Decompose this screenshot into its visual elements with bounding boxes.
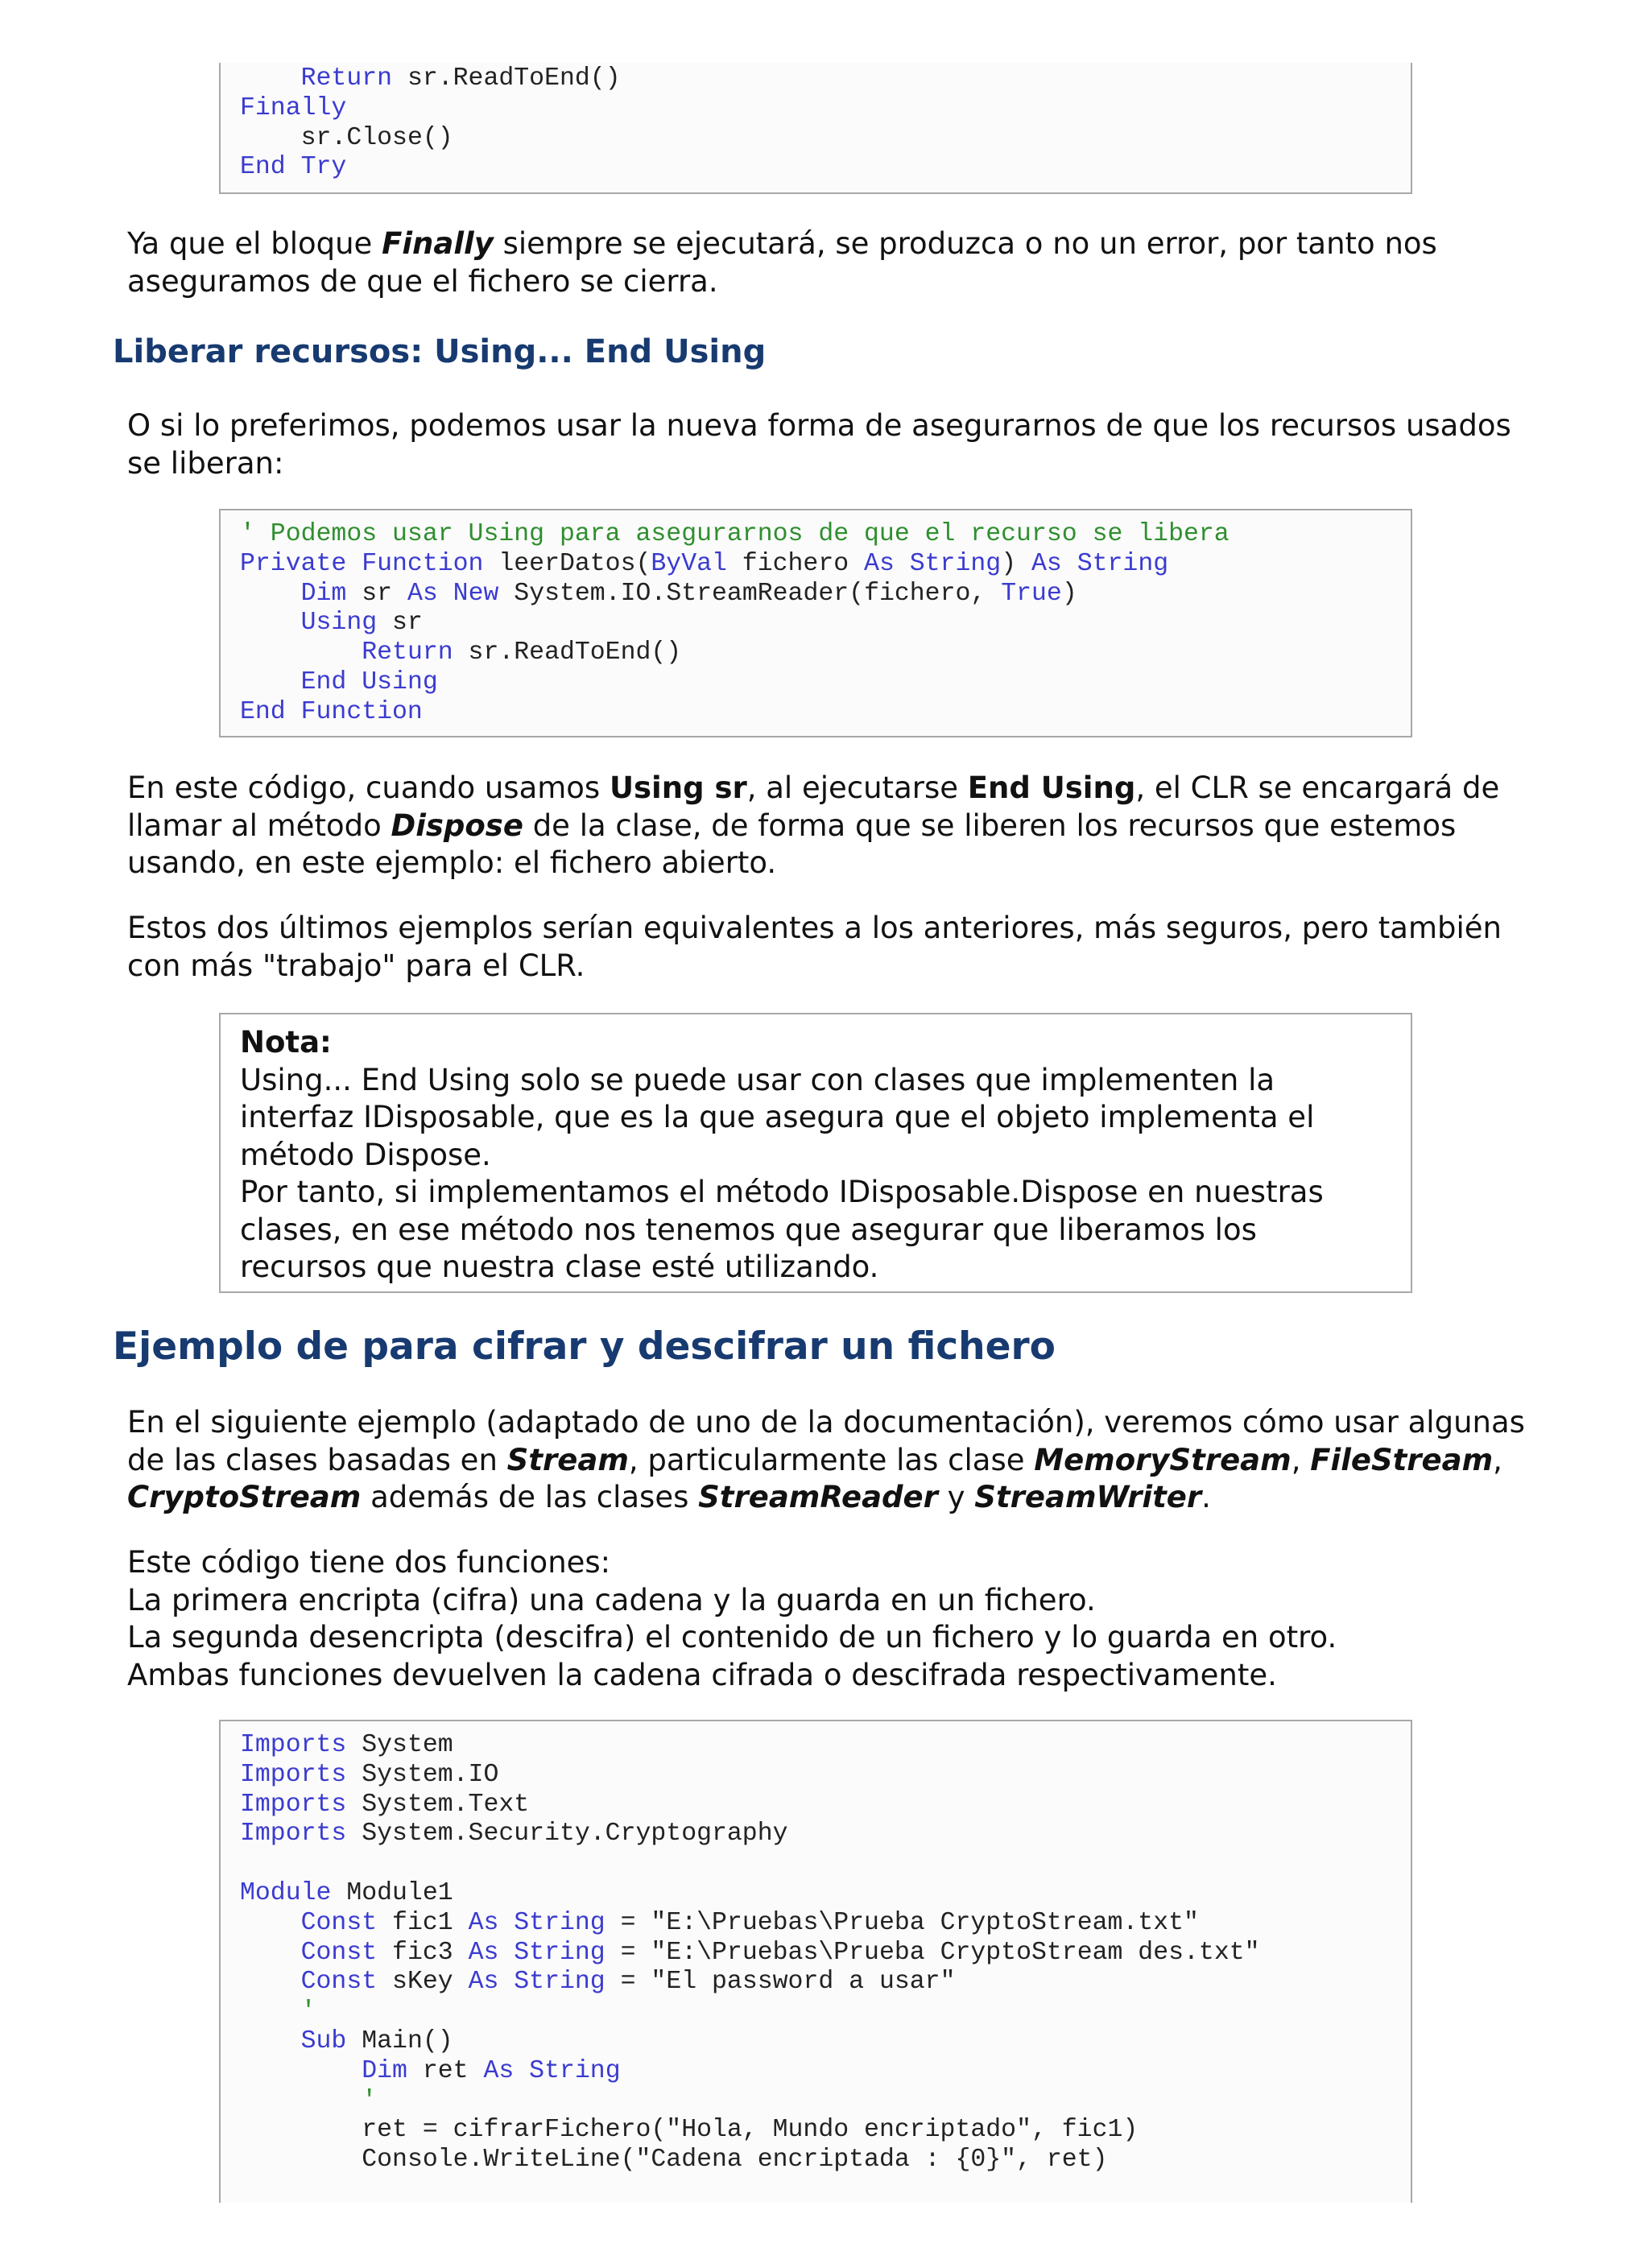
note-box: [219, 1013, 1412, 1293]
code-block-using: [219, 509, 1412, 737]
code-line: End Try: [240, 153, 347, 182]
code-line: ': [300, 1997, 316, 2026]
section-heading-cifrar: Ejemplo de para cifrar y descifrar un fichero: [113, 1324, 1056, 1369]
code-line: Imports System.Security.Cryptography: [240, 1820, 788, 1849]
code-line: Module Module1: [240, 1878, 453, 1907]
note-title: Nota:: [240, 1025, 332, 1060]
code-line: Sub Main(): [300, 2026, 453, 2055]
code-line: Using sr: [300, 609, 423, 638]
paragraph-using-intro: O si lo preferimos, podemos usar la nueva forma de asegurarnos de que los recursos usados se liberan:: [127, 408, 1511, 481]
paragraph-equivalence: Estos dos últimos ejemplos serían equivalentes a los anteriores, más seguros, pero también con más "trabajo" para el CLR.: [127, 911, 1502, 983]
code-line: Const sKey As String = "El password a usar": [300, 1968, 956, 1997]
code-line: Dim sr As New System.IO.StreamReader(fichero, True): [300, 579, 1077, 608]
paragraph-functions-description: Este código tiene dos funciones: La primera encripta (cifra) una cadena y la guarda en un fichero. La segunda desencripta (descifra) el contenido de un fichero y lo guarda en otro. Ambas funciones devuelven la cadena cifrada o descifrada respectivamente.: [127, 1545, 1337, 1692]
code-block-finally: [219, 63, 1412, 194]
paragraph-using-explanation: En este código, cuando usamos Using sr, al ejecutarse End Using, el CLR se encargará de llamar al método Dispose de la clase, de forma que se liberen los recursos que estemos usando, en este ejemplo: el fichero abierto.: [127, 770, 1500, 880]
code-line: ': [362, 2086, 378, 2115]
note-body-2: Por tanto, si implementamos el método IDisposable.Dispose en nuestras clases, en ese método nos tenemos que asegurar que liberamos los recursos que nuestra clase esté utilizando.: [240, 1175, 1324, 1284]
code-line: End Using: [300, 667, 438, 696]
code-line: Finally: [240, 93, 347, 122]
code-block-crypto-example: [219, 1720, 1412, 2203]
code-comment: ' Podemos usar Using para asegurarnos de que el recurso se libera: [240, 520, 1230, 548]
paragraph-example-intro: En el siguiente ejemplo (adaptado de uno de la documentación), veremos cómo usar algunas de las clases basadas en Stream, particularmente las clase MemoryStream, FileStream, CryptoStream además de las clases StreamReader y StreamWriter.: [127, 1405, 1525, 1514]
code-line: ret = cifrarFichero("Hola, Mundo encriptado", fic1): [362, 2116, 1139, 2145]
code-line: Const fic3 As String = "E:\Pruebas\Prueba CryptoStream des.txt": [300, 1938, 1260, 1967]
note-body-1: Using... End Using solo se puede usar con clases que implementen la interfaz IDisposable, que es la que asegura que el objeto implementa el método Dispose.: [240, 1062, 1315, 1172]
paragraph-finally-explanation: Ya que el bloque Finally siempre se ejecutará, se produzca o no un error, por tanto nos aseguramos de que el fichero se cierra.: [127, 226, 1437, 299]
code-line: Console.WriteLine("Cadena encriptada : {0}", ret): [362, 2146, 1108, 2175]
code-line: Return sr.ReadToEnd(): [362, 638, 682, 667]
code-line: Imports System.IO: [240, 1760, 499, 1789]
code-line: sr.Close(): [300, 123, 453, 152]
code-line: Private Function leerDatos(ByVal fichero As String) As String: [240, 549, 1169, 578]
code-line: Const fic1 As String = "E:\Pruebas\Prueba CryptoStream.txt": [300, 1908, 1199, 1937]
code-line: Imports System.Text: [240, 1790, 530, 1819]
section-heading-using: Liberar recursos: Using... End Using: [113, 333, 767, 370]
code-line: End Function: [240, 697, 423, 726]
code-line-blank: [240, 1849, 1391, 1879]
code-line: Dim ret As String: [362, 2056, 621, 2085]
code-line: Imports System: [240, 1731, 453, 1759]
code-line: Return sr.ReadToEnd(): [300, 64, 621, 93]
